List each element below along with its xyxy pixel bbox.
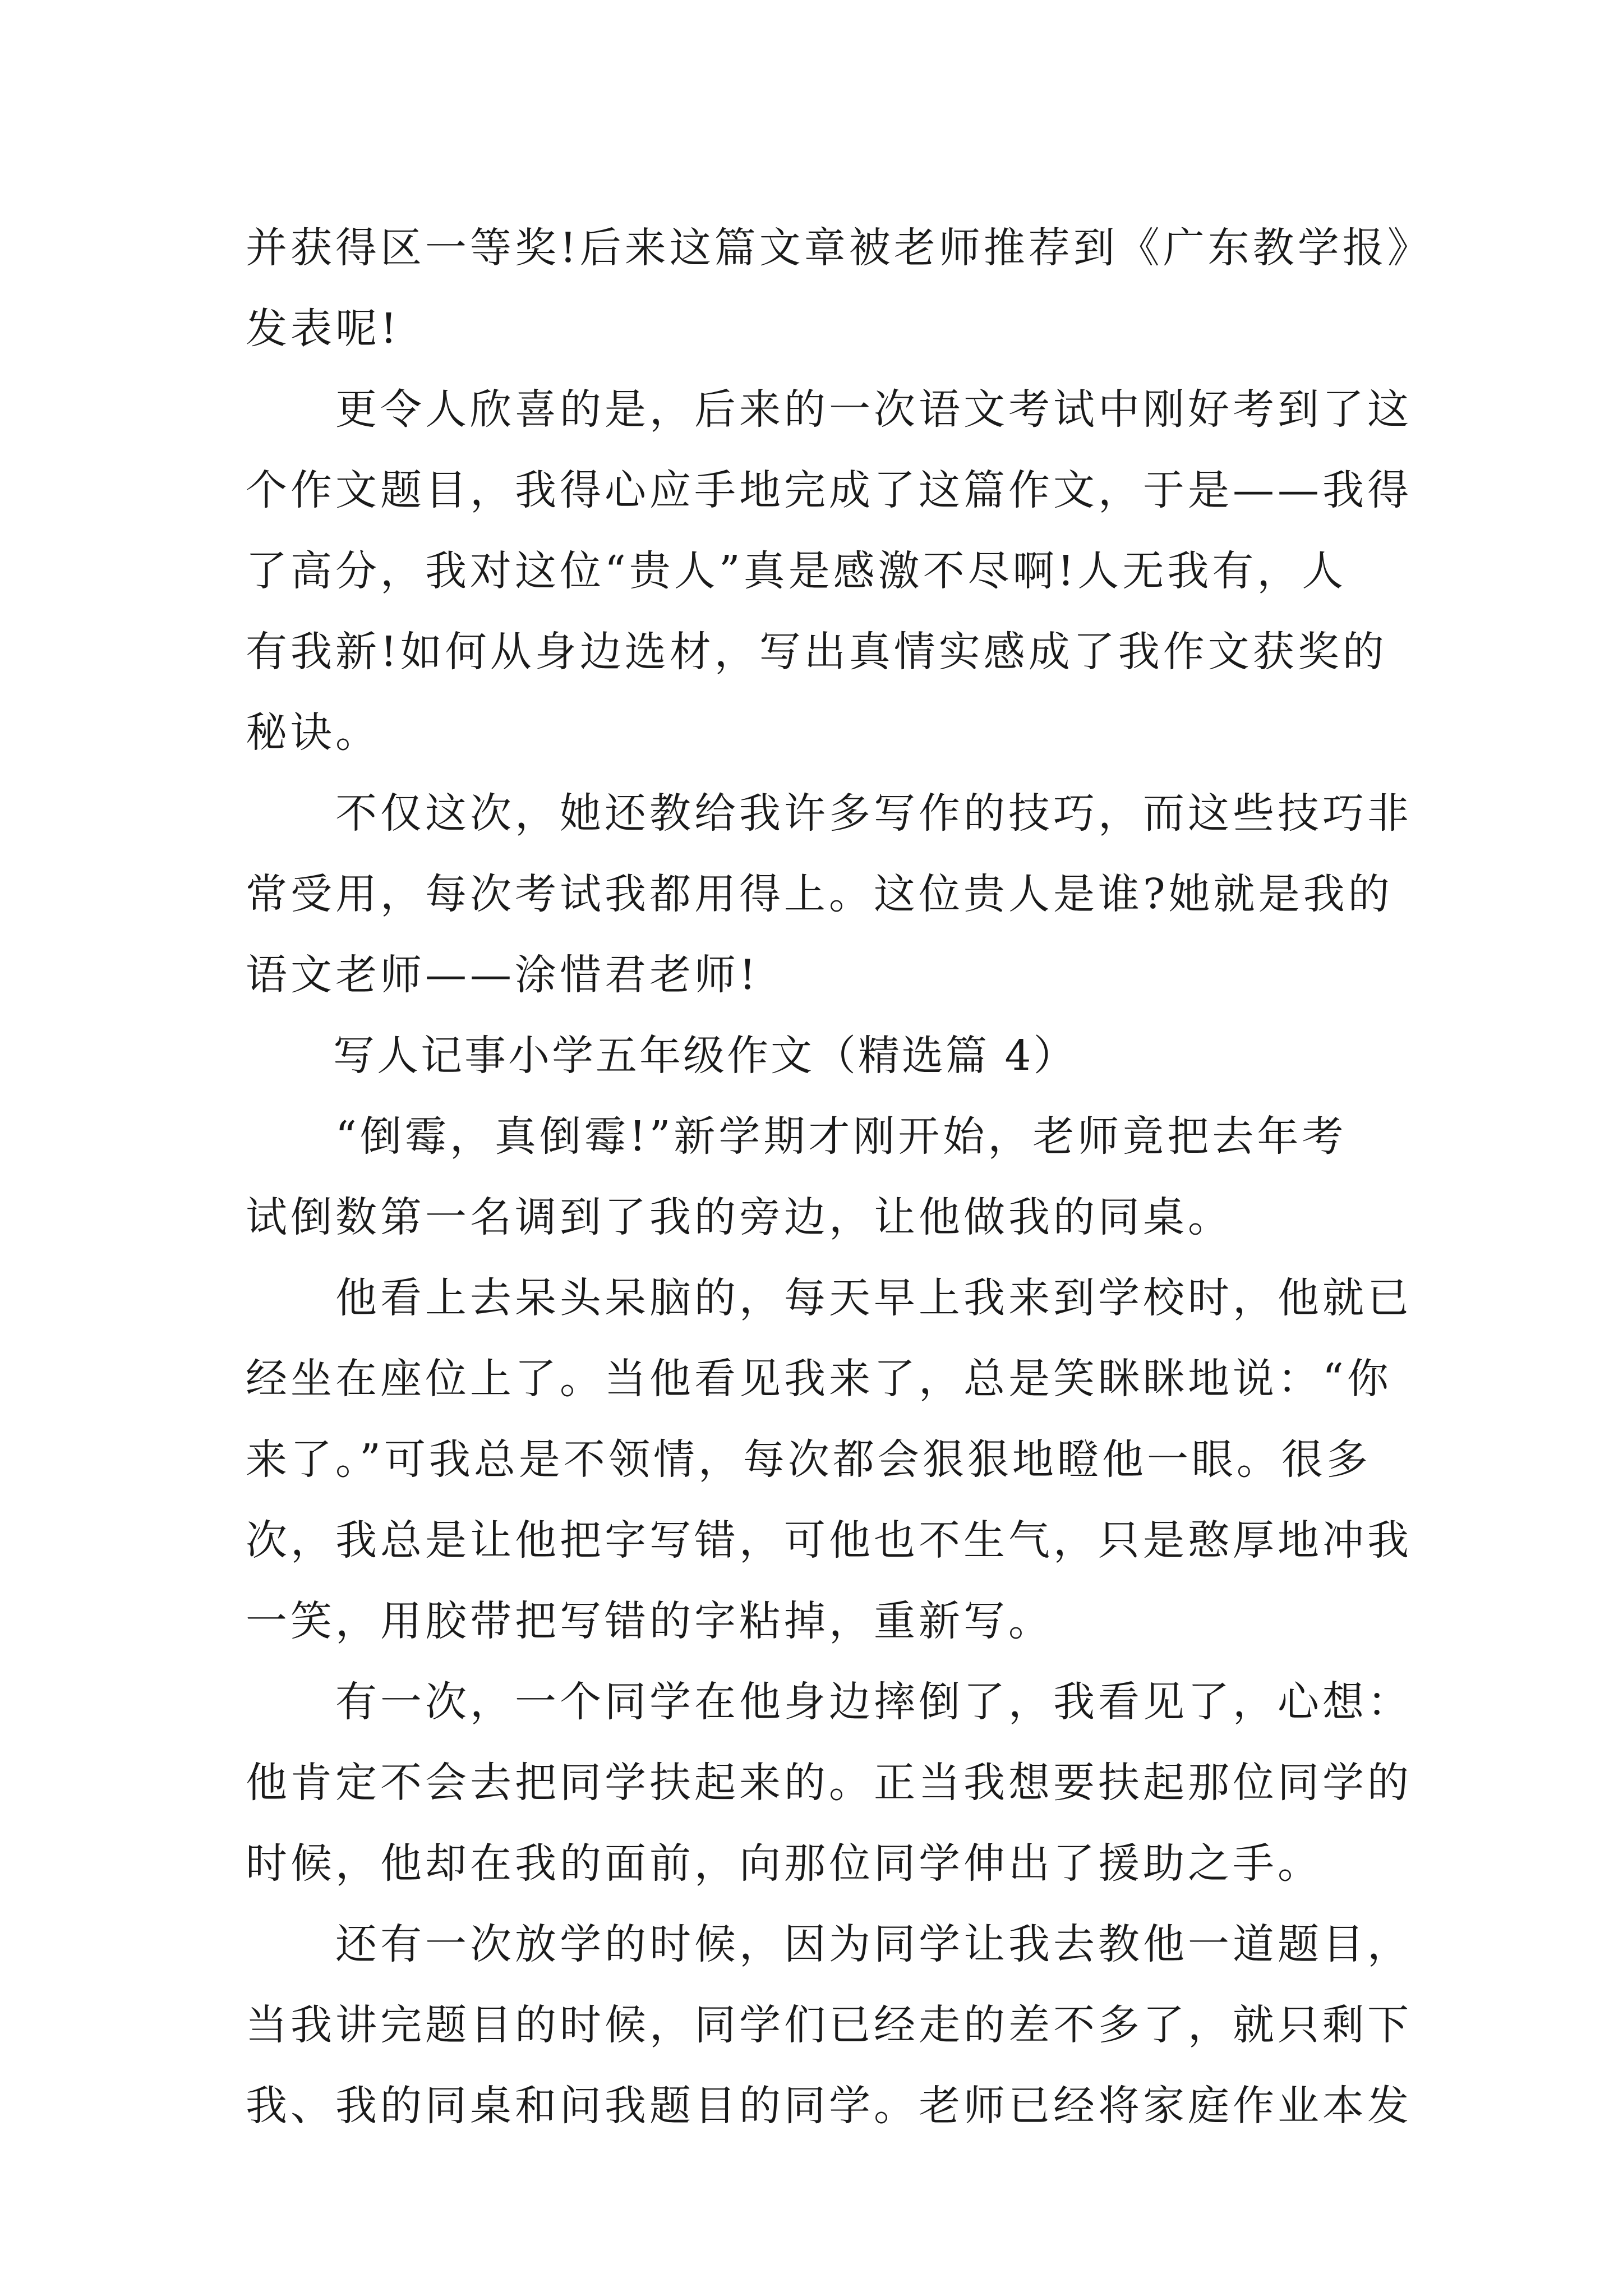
text-line: 不仅这次，她还教给我许多写作的技巧，而这些技巧非	[246, 789, 1412, 838]
text-line: 当我讲完题目的时候，同学们已经走的差不多了，就只剩下	[246, 2001, 1412, 2049]
text-line: 时候，他却在我的面前，向那位同学伸出了援助之手。	[246, 1839, 1322, 1888]
text-line: 试倒数第一名调到了我的旁边，让他做我的同桌。	[246, 1193, 1233, 1241]
text-line: 发表呢!	[246, 305, 400, 353]
text-line: 我、我的同桌和问我题目的同学。老师已经将家庭作业本发	[246, 2082, 1412, 2130]
text-line: 来了。”可我总是不领情，每次都会狠狠地瞪他一眼。很多	[246, 1435, 1371, 1484]
text-line: 经坐在座位上了。当他看见我来了，总是笑眯眯地说：“你	[246, 1355, 1392, 1403]
document-body	[246, 208, 1432, 2146]
text-line: 次，我总是让他把字写错，可他也不生气，只是憨厚地冲我	[246, 1516, 1412, 1565]
text-line: 了高分，我对这位“贵人”真是感激不尽啊!人无我有，人	[246, 547, 1347, 595]
text-line: 有我新!如何从身边选材，写出真情实感成了我作文获奖的	[246, 628, 1387, 676]
text-line: 并获得区一等奖!后来这篇文章被老师推荐到《广东教学报》	[246, 224, 1432, 272]
text-line: 更令人欣喜的是，后来的一次语文考试中刚好考到了这	[246, 385, 1412, 434]
text-line: 有一次，一个同学在他身边摔倒了，我看见了，心想：	[246, 1678, 1412, 1726]
text-line: “倒霉，真倒霉!”新学期才刚开始，老师竟把去年考	[246, 1112, 1347, 1161]
text-line: 语文老师——涂惜君老师!	[246, 951, 759, 999]
text-line: 常受用，每次考试我都用得上。这位贵人是谁?她就是我的	[246, 870, 1393, 918]
text-line: 个作文题目，我得心应手地完成了这篇作文，于是——我得	[246, 466, 1412, 514]
text-line: 秘诀。	[246, 708, 380, 757]
text-line: 一笑，用胶带把写错的字粘掉，重新写。	[246, 1597, 1053, 1645]
text-line: 他看上去呆头呆脑的，每天早上我来到学校时，他就已	[246, 1274, 1412, 1322]
text-line: 他肯定不会去把同学扶起来的。正当我想要扶起那位同学的	[246, 1759, 1412, 1807]
text-line: 还有一次放学的时候，因为同学让我去教他一道题目，	[246, 1920, 1412, 1968]
section-heading: 写人记事小学五年级作文（精选篇 4）	[246, 1032, 1077, 1080]
